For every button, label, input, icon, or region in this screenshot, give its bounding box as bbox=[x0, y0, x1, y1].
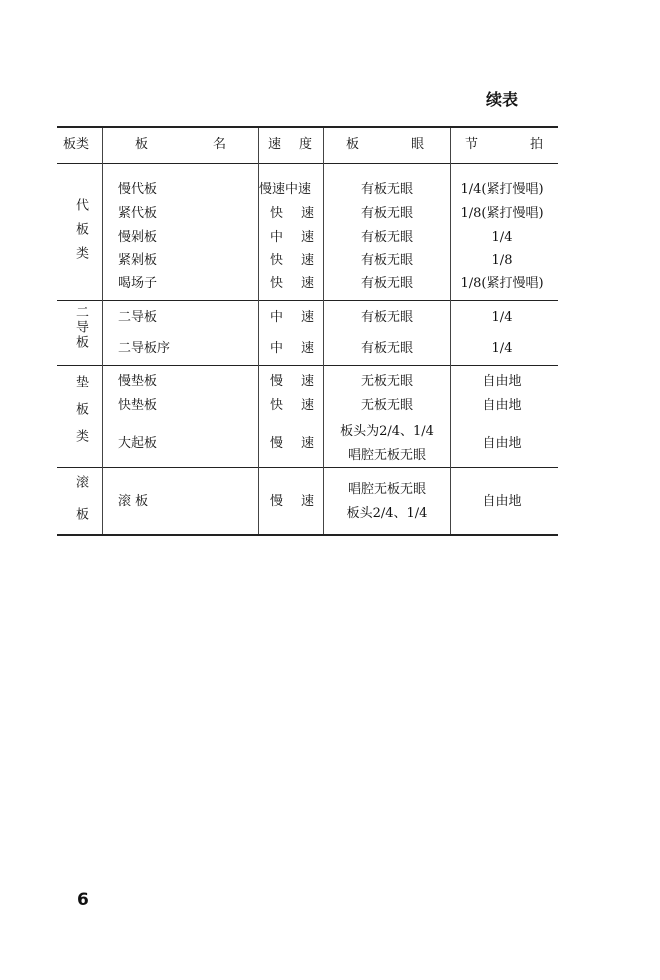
group-rule bbox=[57, 467, 558, 468]
eye-value: 有板无眼 bbox=[360, 206, 414, 221]
board-name: 慢代板 bbox=[118, 182, 158, 197]
speed-value: 速 bbox=[301, 276, 315, 291]
beat-value: 1/8 bbox=[491, 253, 513, 268]
speed-value: 速 bbox=[301, 206, 315, 221]
board-name: 二导板 bbox=[118, 310, 158, 325]
speed-value: 慢速中速 bbox=[259, 182, 312, 197]
speed-value: 快 bbox=[270, 398, 284, 413]
category-label: 滚板 bbox=[73, 475, 88, 539]
table-top-rule bbox=[57, 126, 558, 128]
speed-value: 速 bbox=[301, 494, 315, 509]
beat-value: 1/4 bbox=[491, 341, 513, 356]
board-name: 紧剁板 bbox=[118, 253, 158, 268]
speed-value: 快 bbox=[270, 206, 284, 221]
beat-value: 自由地 bbox=[482, 494, 522, 509]
speed-value: 速 bbox=[301, 398, 315, 413]
speed-value: 速 bbox=[301, 341, 315, 356]
speed-value: 速 bbox=[301, 230, 315, 245]
speed-value: 中 bbox=[270, 310, 284, 325]
board-name: 大起板 bbox=[118, 436, 158, 451]
eye-value: 唱腔无板无眼 bbox=[347, 482, 427, 497]
speed-value: 中 bbox=[270, 341, 284, 356]
beat-value: 1/8(紧打慢唱) bbox=[460, 206, 544, 221]
eye-value: 有板无眼 bbox=[360, 253, 414, 268]
board-name: 紧代板 bbox=[118, 206, 158, 221]
speed-value: 速 bbox=[301, 436, 315, 451]
speed-value: 速 bbox=[301, 253, 315, 268]
beat-value: 自由地 bbox=[482, 436, 522, 451]
page-number: 6 bbox=[77, 890, 89, 910]
header-eye: 眼 bbox=[411, 137, 425, 152]
table-bottom-rule bbox=[57, 534, 558, 536]
group-rule bbox=[57, 365, 558, 366]
header-beat: 节 bbox=[465, 137, 479, 152]
eye-value: 有板无眼 bbox=[360, 276, 414, 291]
board-name: 滚 板 bbox=[118, 494, 149, 509]
category-label: 二导板 bbox=[73, 305, 88, 350]
speed-value: 慢 bbox=[270, 436, 284, 451]
beat-value: 1/8(紧打慢唱) bbox=[460, 276, 544, 291]
board-name: 快垫板 bbox=[118, 398, 158, 413]
table-continued-title: 续表 bbox=[486, 90, 519, 109]
category-label: 垫板类 bbox=[73, 375, 88, 456]
board-name: 二导板序 bbox=[118, 341, 171, 356]
speed-value: 速 bbox=[301, 310, 315, 325]
speed-value: 快 bbox=[270, 253, 284, 268]
speed-value: 慢 bbox=[270, 494, 284, 509]
eye-value: 有板无眼 bbox=[360, 341, 414, 356]
header-name: 板 bbox=[135, 137, 149, 152]
beat-value: 1/4(紧打慢唱) bbox=[460, 182, 544, 197]
header-eye: 板 bbox=[346, 137, 360, 152]
speed-value: 速 bbox=[301, 374, 315, 389]
eye-value: 有板无眼 bbox=[360, 310, 414, 325]
column-divider bbox=[102, 128, 103, 534]
eye-value: 唱腔无板无眼 bbox=[347, 448, 427, 463]
beat-value: 1/4 bbox=[491, 310, 513, 325]
beat-value: 自由地 bbox=[482, 398, 522, 413]
speed-value: 快 bbox=[270, 276, 284, 291]
header-speed: 度 bbox=[299, 137, 313, 152]
speed-value: 慢 bbox=[270, 374, 284, 389]
group-rule bbox=[57, 300, 558, 301]
eye-value: 板头为2/4、1/4 bbox=[340, 424, 434, 439]
category-label: 代板类 bbox=[73, 198, 88, 270]
eye-value: 无板无眼 bbox=[360, 374, 414, 389]
beat-value: 自由地 bbox=[482, 374, 522, 389]
beat-value: 1/4 bbox=[491, 230, 513, 245]
board-name: 慢垫板 bbox=[118, 374, 158, 389]
column-divider bbox=[323, 128, 324, 534]
header-speed: 速 bbox=[268, 137, 282, 152]
header-category: 板类 bbox=[63, 137, 90, 152]
eye-value: 有板无眼 bbox=[360, 230, 414, 245]
header-name: 名 bbox=[213, 137, 227, 152]
column-divider bbox=[450, 128, 451, 534]
eye-value: 有板无眼 bbox=[360, 182, 414, 197]
header-beat: 拍 bbox=[530, 137, 544, 152]
board-name: 喝场子 bbox=[118, 276, 158, 291]
eye-value: 无板无眼 bbox=[360, 398, 414, 413]
speed-value: 中 bbox=[270, 230, 284, 245]
header-rule bbox=[57, 163, 558, 164]
board-name: 慢剁板 bbox=[118, 230, 158, 245]
eye-value: 板头2/4、1/4 bbox=[346, 506, 428, 521]
